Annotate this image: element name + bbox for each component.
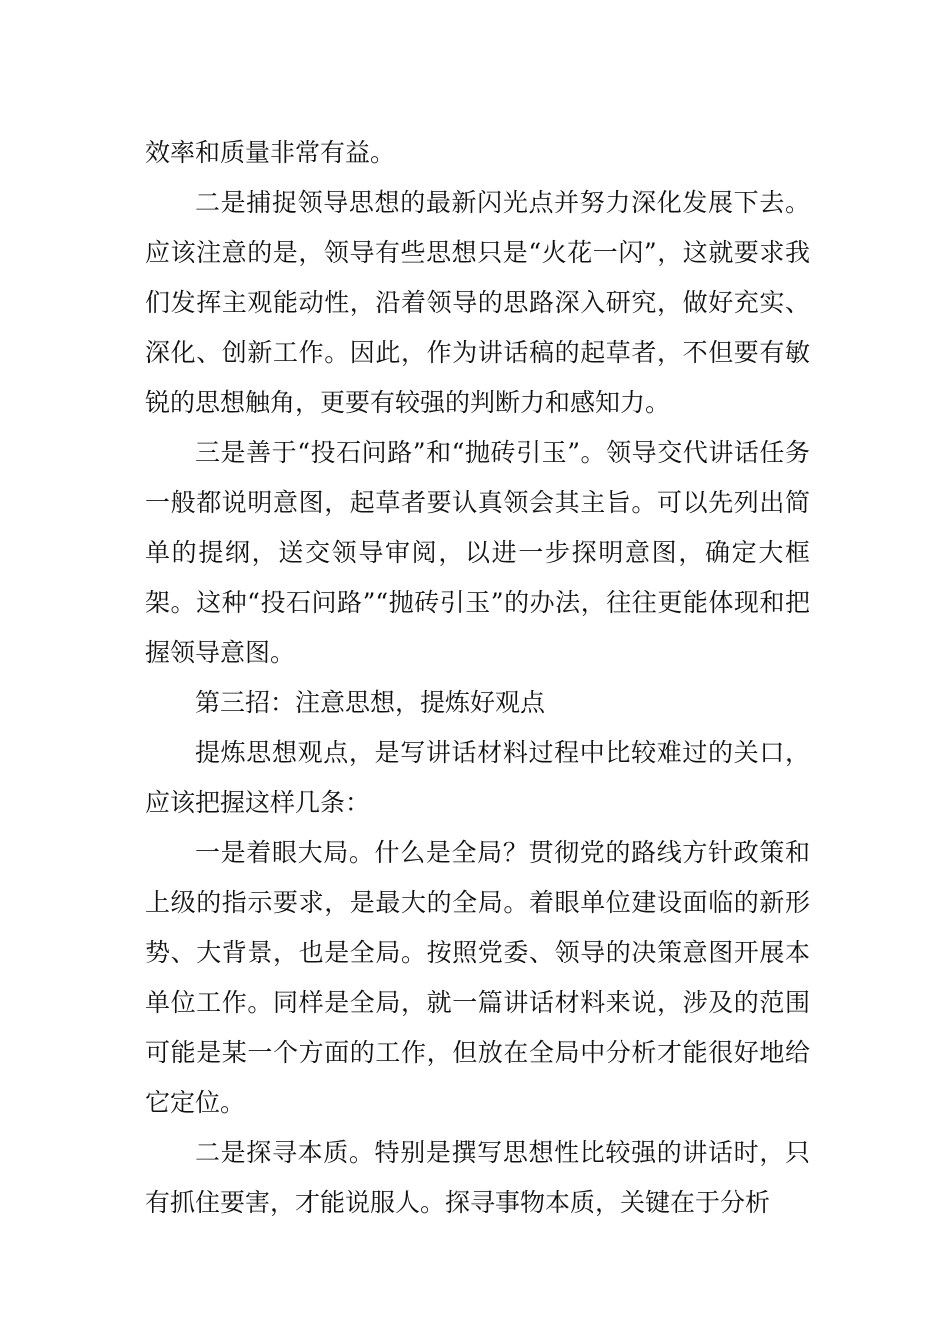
- document-body: [145, 128, 810, 1228]
- paragraph-section-intro: 提炼思想观点，是写讲话材料过程中比较难过的关口，应该把握这样几条：: [145, 738, 810, 817]
- section-heading-third-move: 第三招：注意思想，提炼好观点: [195, 688, 546, 717]
- paragraph-point-three: 三是善于“投石问路”和“抛砖引玉”。领导交代讲话任务一般都说明意图，起草者要认真领会其主旨。可以先列出简单的提纲，送交领导审阅，以进一步探明意图，确定大框架。这种“投石问路”“抛砖引玉”的办法，往往更能体现和把握领导意图。: [145, 438, 810, 667]
- paragraph-point-two-essence: 二是探寻本质。特别是撰写思想性比较强的讲话时，只有抓住要害，才能说服人。探寻事物本质，关键在于分析: [145, 1138, 810, 1217]
- paragraph-point-one-big-picture: 一是着眼大局。什么是全局？贯彻党的路线方针政策和上级的指示要求，是最大的全局。着眼单位建设面临的新形势、大背景，也是全局。按照党委、领导的决策意图开展本单位工作。同样是全局，就一篇讲话材料来说，涉及的范围可能是某一个方面的工作，但放在全局中分析才能很好地给它定位。: [145, 838, 810, 1117]
- paragraph-continued: 效率和质量非常有益。: [145, 138, 396, 167]
- paragraph-point-two: 二是捕捉领导思想的最新闪光点并努力深化发展下去。应该注意的是，领导有些思想只是“火花一闪”，这就要求我们发挥主观能动性，沿着领导的思路深入研究，做好充实、深化、创新工作。因此，作为讲话稿的起草者，不但要有敏锐的思想触角，更要有较强的判断力和感知力。: [145, 188, 810, 417]
